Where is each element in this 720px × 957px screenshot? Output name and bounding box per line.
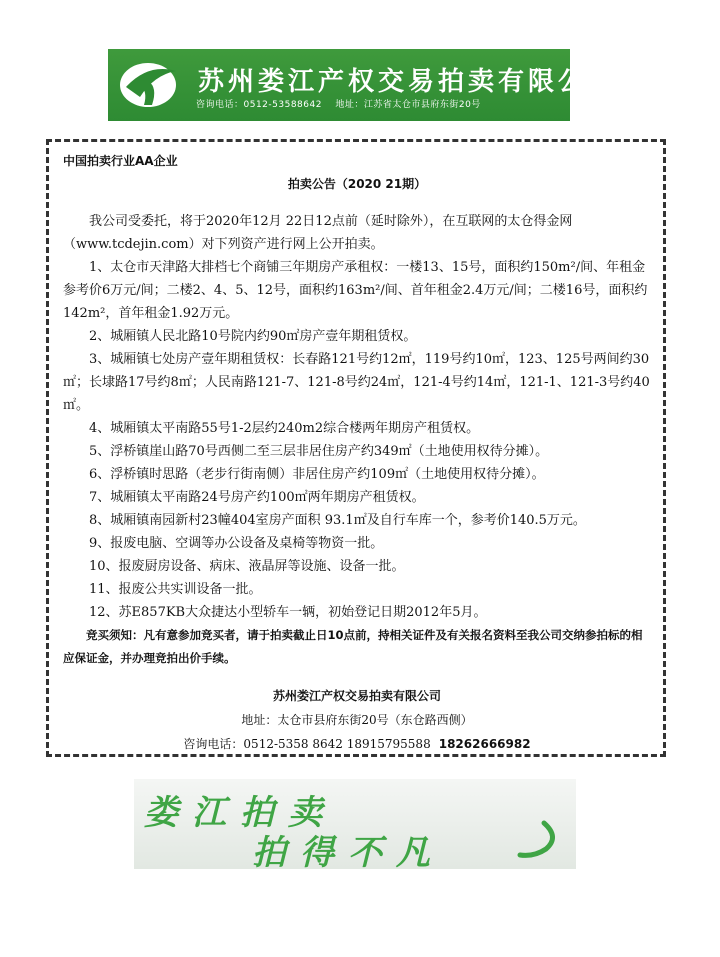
contact-line: [196, 97, 566, 110]
slogan-line-1: 娄江拍卖: [144, 793, 336, 833]
slogan-banner: [134, 779, 576, 873]
auction-item: 6、浮桥镇时思路（老步行街南侧）非居住房产约109㎡（土地使用权待分摊）。: [89, 467, 545, 482]
auction-item: 12、苏E857KB大众捷达小型轿车一辆，初始登记日期2012年5月。: [89, 605, 487, 620]
auction-item: 7、城厢镇太平南路24号房产约100㎡两年期房产租赁权。: [89, 490, 425, 505]
header-banner: [108, 49, 619, 121]
signature-block: [63, 684, 651, 756]
brush-swoosh-icon: [434, 815, 564, 865]
bidding-instructions: 竞买须知：凡有意参加竞买者，请于拍卖截止日10点前，持相关证件及有关报名资料至我公司交纳参拍标的相应保证金，并办理竞拍出价手续。: [63, 628, 643, 665]
company-name: 苏州娄江产权交易拍卖有限公司: [198, 67, 619, 97]
auction-item: 11、报废公共实训设备一批。: [89, 582, 262, 597]
auction-item: 10、报废厨房设备、病床、液晶屏等设施、设备一批。: [89, 559, 405, 574]
auction-item: 5、浮桥镇崖山路70号西侧二至三层非居住房产约349㎡（土地使用权待分摊）。: [89, 444, 549, 459]
notice-title: 拍卖公告（2020 21期）: [287, 177, 427, 191]
notice-intro: 我公司受委托，将于2020年12月 22日12点前（延时除外），在互联网的太仓得金网（www.tcdejin.com）对下列资产进行网上公开拍卖。: [63, 214, 573, 252]
auction-item: 4、城厢镇太平南路55号1-2层约240m2综合楼两年期房产租赁权。: [89, 421, 480, 436]
signature-phone-2: 18262666982: [438, 737, 531, 751]
contact-address: 地址：江苏省太仓市县府东街20号: [335, 100, 481, 110]
auction-item: 1、太仓市天津路大排档七个商铺三年期房产承租权：一楼13、15号，面积约150m²/间、年租金参考价6万元/间；二楼2、4、5、12号，面积约163m²/间、首年租金2.4万元/间；二楼16号，面积约142m²，首年租金1.92万元。: [63, 260, 648, 321]
signature-company: 苏州娄江产权交易拍卖有限公司: [272, 689, 441, 703]
auction-item: 3、城厢镇七处房产壹年期租赁权：长春路121号约12㎡，119号约10㎡，123、125号两间约30㎡；长埭路17号约8㎡；人民南路121-7、121-8号约24㎡，121-4号约14㎡，121-1、121-3号约40㎡。: [63, 352, 650, 413]
auction-item: 9、报废电脑、空调等办公设备及桌椅等物资一批。: [89, 536, 384, 551]
auction-items-list: [63, 256, 651, 624]
company-grade: 中国拍卖行业AA企业: [63, 154, 178, 168]
contact-phone: 咨询电话：0512-53588642: [196, 100, 322, 110]
signature-address: 地址：太仓市县府东街20号（东仓路西侧）: [241, 713, 473, 727]
auction-item: 8、城厢镇南园新村23幢404室房产面积 93.1㎡及自行车库一个，参考价140.5万元。: [89, 513, 586, 528]
green-swoosh-logo-icon: [118, 57, 182, 113]
slogan-line-2: 拍得不凡: [252, 833, 444, 873]
signature-phone: 咨询电话：0512-5358 8642 18915795588: [183, 737, 431, 751]
signature-phone-line: [63, 732, 651, 756]
auction-notice-box: [46, 139, 666, 757]
auction-item: 2、城厢镇人民北路10号院内约90㎡房产壹年期租赁权。: [89, 329, 417, 344]
